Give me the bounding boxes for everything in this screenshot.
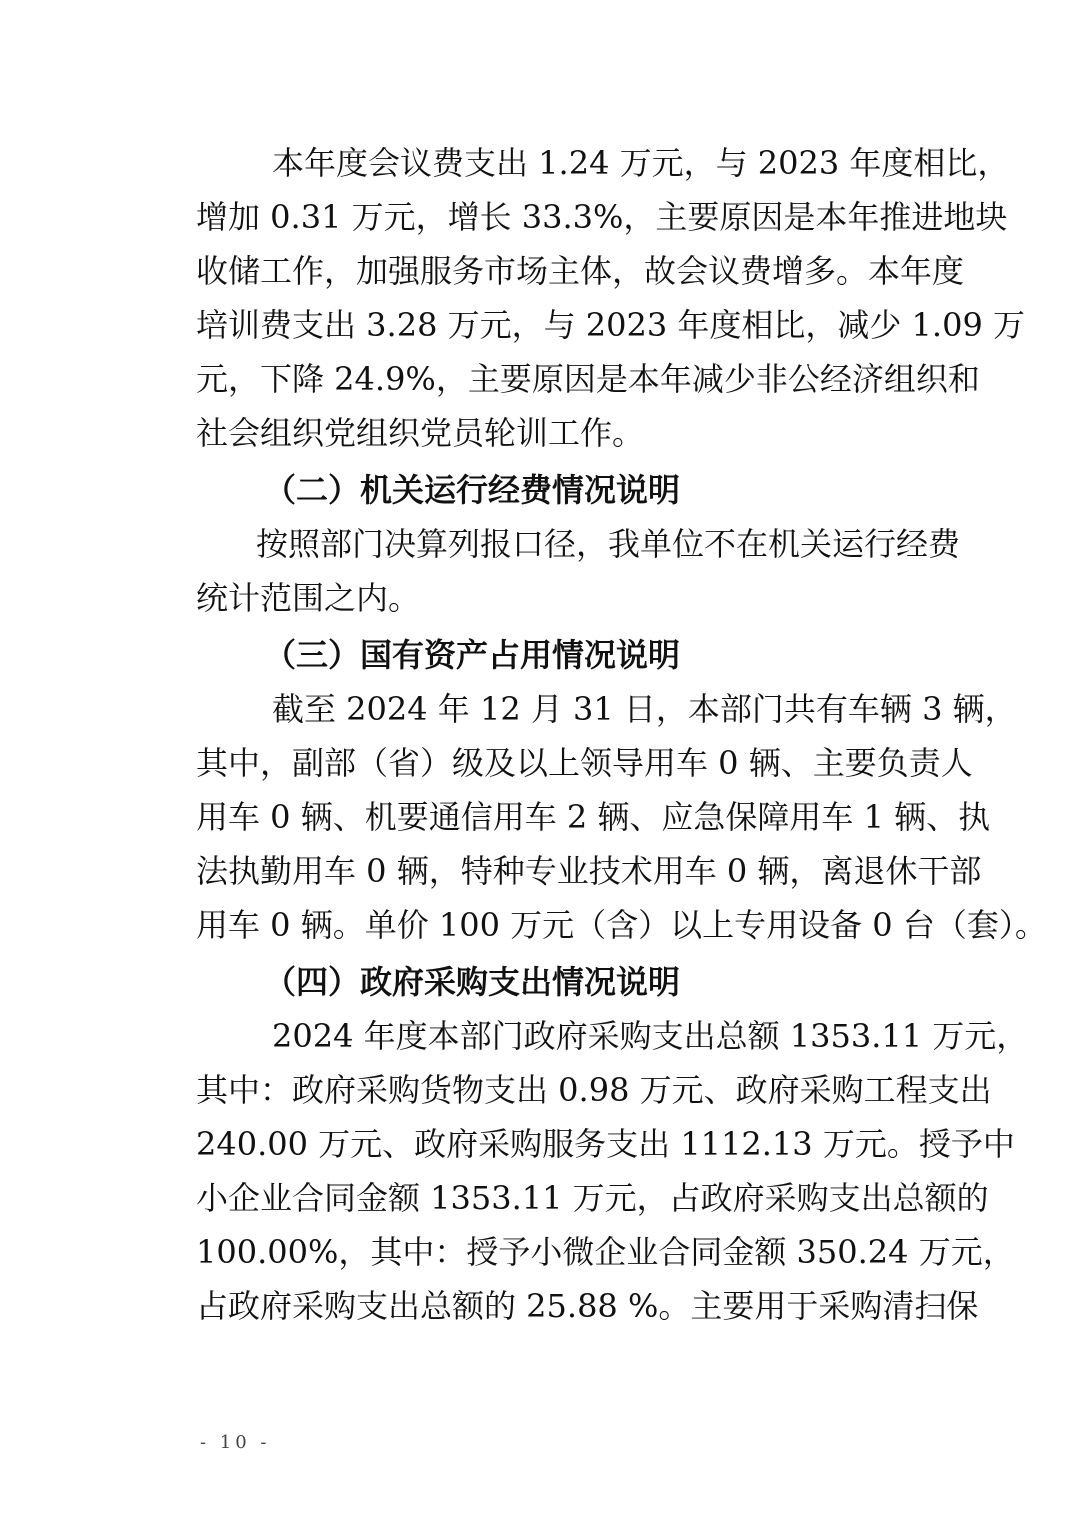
text-line: 用车 0 辆、机要通信用车 2 辆、应急保障用车 1 辆、执 [196,798,991,836]
text-line: 按照部门决算列报口径，我单位不在机关运行经费 [256,525,961,563]
text-line: 培训费支出 3.28 万元，与 2023 年度相比，减少 1.09 万 [196,306,1025,344]
text-line: 本年度会议费支出 1.24 万元，与 2023 年度相比， [272,144,1010,182]
text-line: 统计范围之内。 [196,579,421,617]
page-number: - 10 - [200,1432,271,1453]
text-line: 元，下降 24.9%，主要原因是本年减少非公经济组织和 [196,360,980,398]
text-line: 增加 0.31 万元，增长 33.3%，主要原因是本年推进地块 [196,198,1008,236]
section-heading-operating-expenses: （二）机关运行经费情况说明 [264,471,681,509]
text-line: 其中：政府采购货物支出 0.98 万元、政府采购工程支出 [196,1071,992,1109]
document-body [196,136,1047,1333]
text-line: 截至 2024 年 12 月 31 日，本部门共有车辆 3 辆， [272,690,1017,728]
paragraph-state-assets [196,682,1047,952]
paragraph-meeting-training-fees [196,136,1025,460]
text-line: 占政府采购支出总额的 25.88 %。主要用于采购清扫保 [196,1287,979,1325]
text-line: 用车 0 辆。单价 100 万元（含）以上专用设备 0 台（套）。 [196,906,1047,944]
text-line: 小企业合同金额 1353.11 万元，占政府采购支出总额的 [196,1179,989,1217]
text-line: 其中，副部（省）级及以上领导用车 0 辆、主要负责人 [196,744,973,782]
text-line: 社会组织党组织党员轮训工作。 [196,414,645,452]
text-line: 法执勤用车 0 辆，特种专业技术用车 0 辆，离退休干部 [196,852,982,890]
text-line: 100.00%，其中：授予小微企业合同金额 350.24 万元， [196,1233,1015,1271]
section-heading-government-procurement: （四）政府采购支出情况说明 [264,963,681,1001]
paragraph-government-procurement [196,1009,1029,1333]
text-line: 收储工作，加强服务市场主体，故会议费增多。本年度 [196,252,965,290]
section-heading-state-assets: （三）国有资产占用情况说明 [264,636,681,674]
text-line: 240.00 万元、政府采购服务支出 1112.13 万元。授予中 [196,1125,1015,1163]
paragraph-operating-expenses [196,517,961,625]
text-line: 2024 年度本部门政府采购支出总额 1353.11 万元， [272,1017,1029,1055]
